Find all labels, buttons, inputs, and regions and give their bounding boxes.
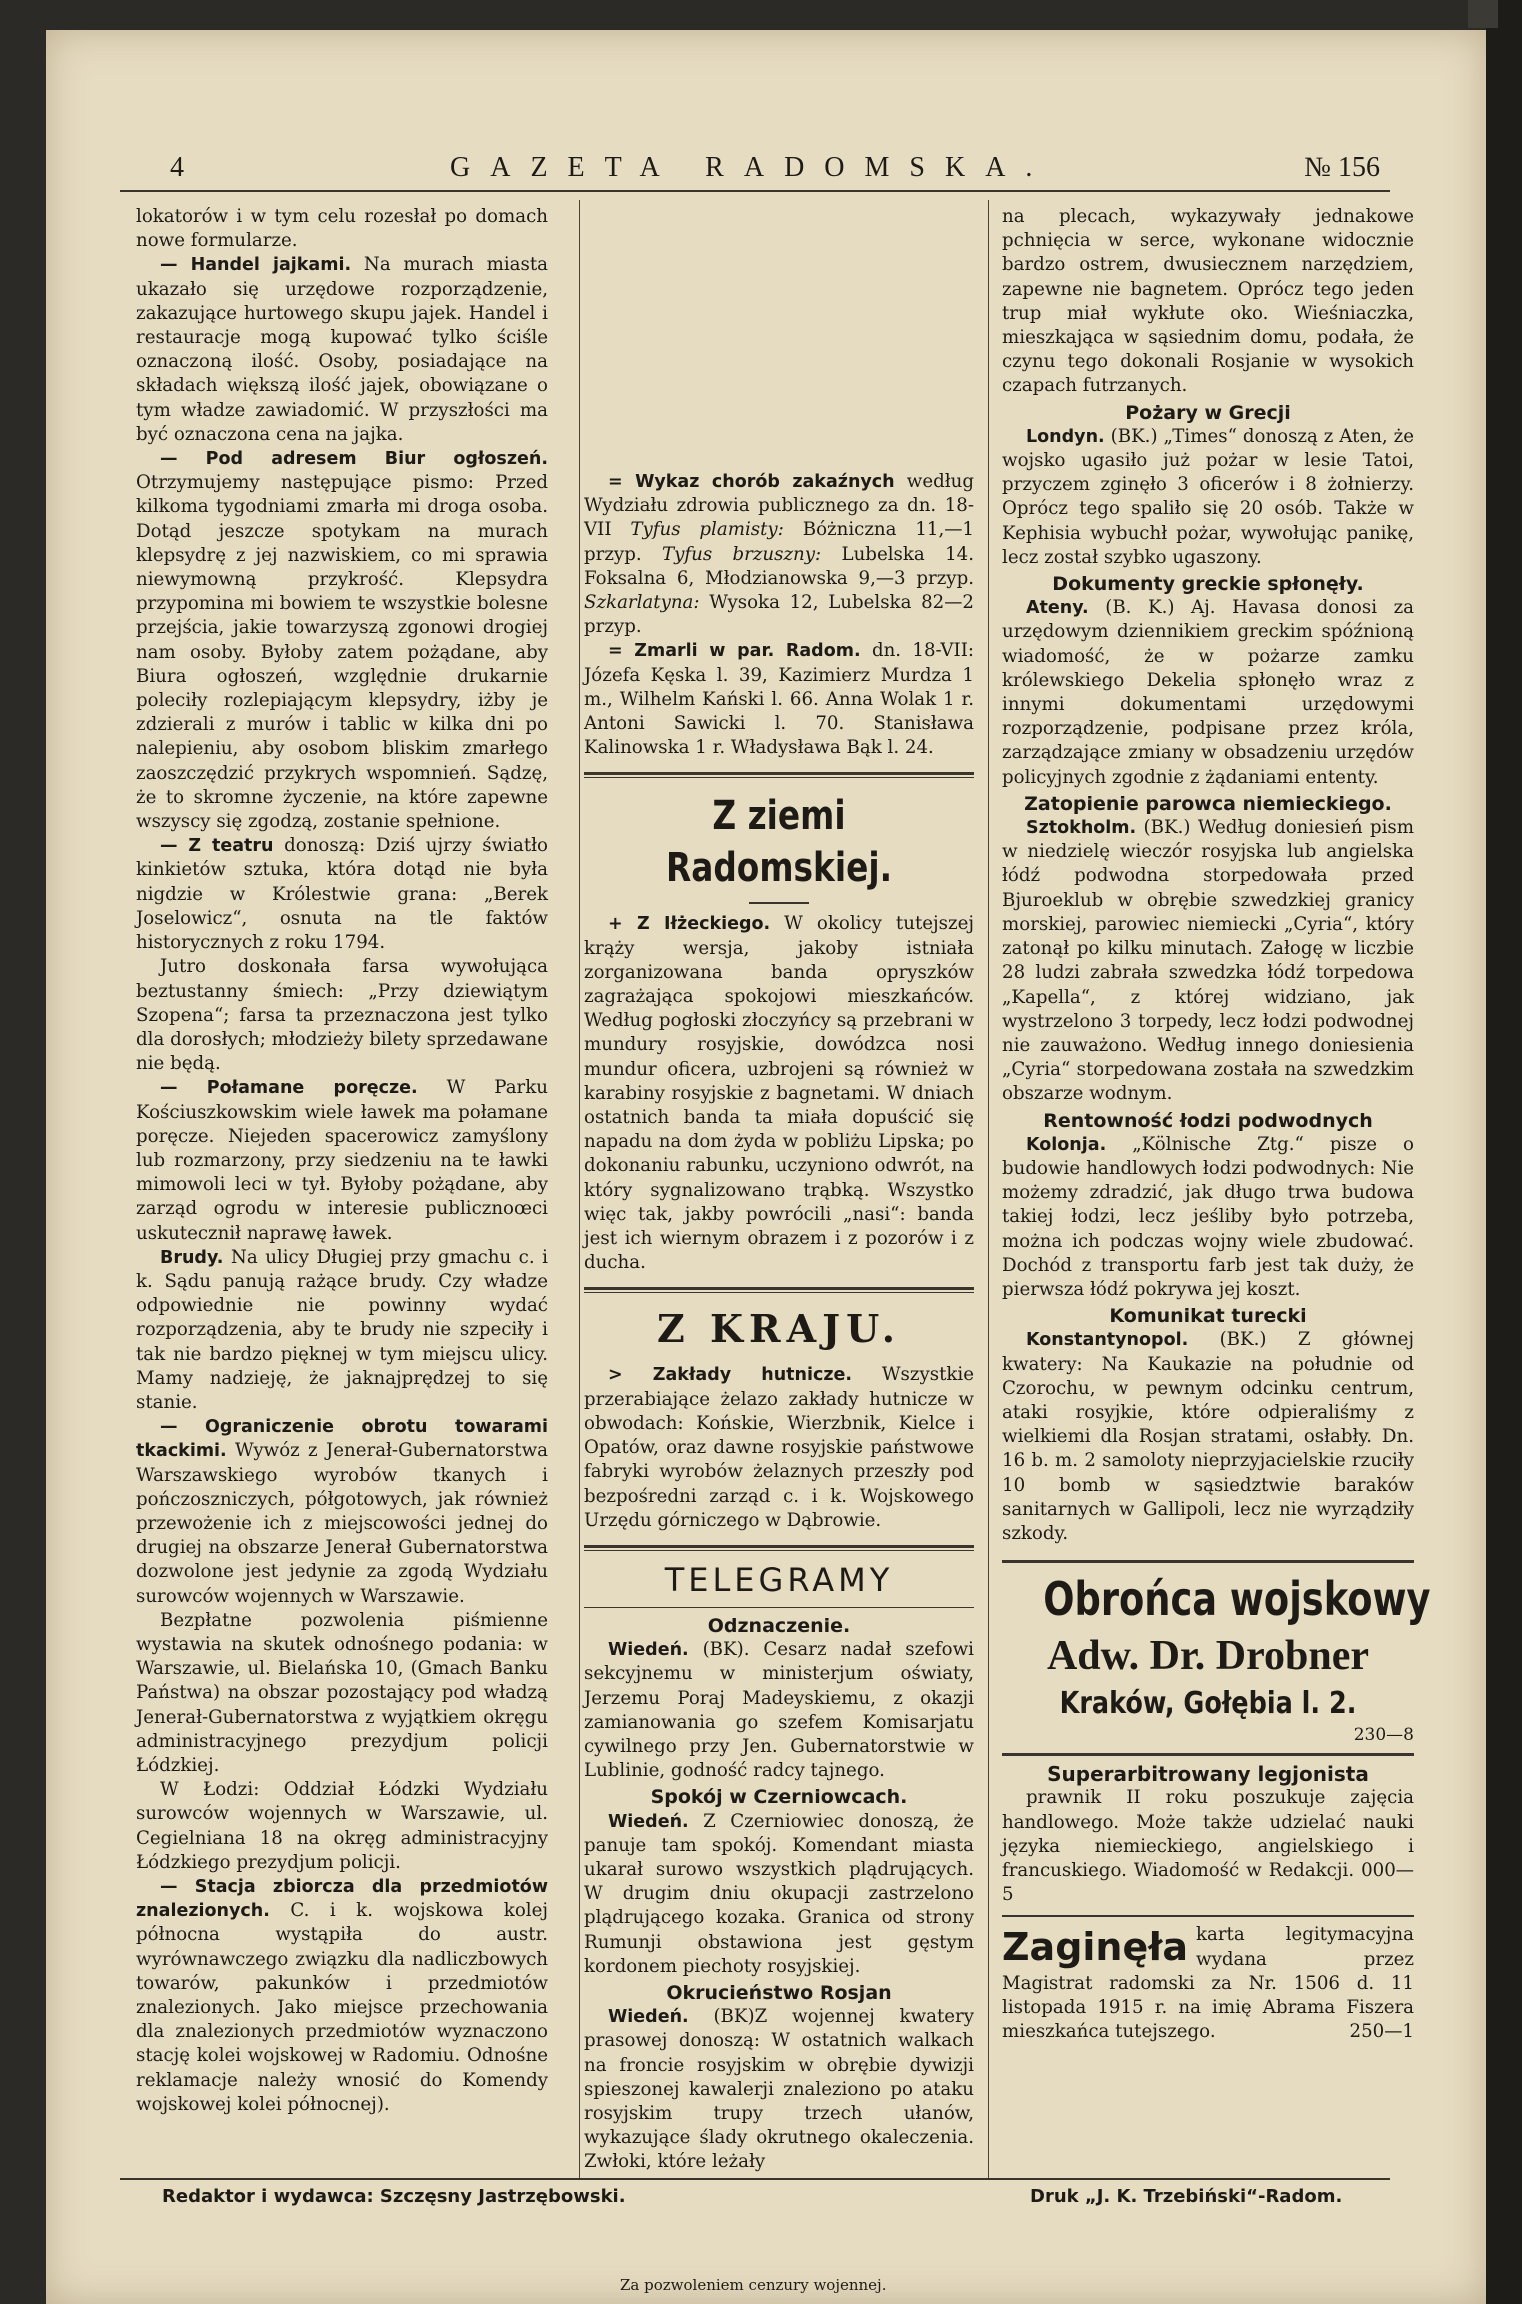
article-heading: Brudy. <box>160 1247 224 1268</box>
telegram-body: (BK)Z wojennej kwatery prasowej donoszą: W ostatnich walkach na froncie rosyjskim w obrębie dywizji spieszonej kawalerji znaleziono po ataku rosyjskim trupy trzech ułanów, wykazujące ślady okrutnego okaleczenia. Zwłoki, które leżały <box>584 2006 974 2173</box>
article-body: Otrzymujemy następujące pismo: Przed kilkoma tygodniami zmarła mi droga osoba. Dotąd jeszcze spotykam na murach klepsydrę z jej nazwiskiem, co mi sprawia niewymowną przykrość. Klepsydra przypomina mi bowiem te wszystkie bolesne przejścia, jakie towarzyszą zgonowi drogiej nam osoby. Byłoby zatem pożądane, aby Biura ogłoszeń, względnie drukarnie poleciły rozlepiającym klepsydry, iżby je zdzierali z murów i tablic w kilka dni po nalepieniu, aby osobom bliskim zmarłego zaoszczędzić przykrych wspomnień. Sądzę, że to skromne życzenie, na które zapewne wszyscy się zgodzą, zostanie spełnione. <box>136 472 548 833</box>
footer-printer: Druk „J. K. Trzebiński“-Radom. <box>1030 2186 1343 2207</box>
article-heading: — Handel jajkami. <box>160 255 352 276</box>
telegram-body: (BK.) Według doniesień pism w niedzielę wieczór rosyjska lub angielska łódź podwodna storpedowała przed Bjuroeklub w obrębie szwedzkiej granicy morskiej, parowiec niemiecki „Cyria“, który zatonął po kilku minutach. Załogę w liczbie 28 ludzi zabrała szwedzka łódź torpedowa „Kapella“, z której widziano, jak wystrzelono 3 torpedy, lecz łodzi podwodnej nie zauważono. Według innego doniesienia „Cyria“ storpedowana została na szwedzkim obszarze wodnym. <box>1002 817 1414 1105</box>
disease-label: Tyfus plamisty: <box>630 519 784 541</box>
telegram-title: Zatopienie parowca niemieckiego. <box>1024 792 1392 815</box>
scanner-tab <box>1468 0 1498 28</box>
telegram-title: Komunikat turecki <box>1109 1305 1307 1328</box>
article-paragraph: Jutro doskonała farsa wywołująca beztustanny śmiech: „Przy dziewiątym Szopena“; farsa ta przeznaczona jest tylko dla dorosłych; młodzieży bilety sprzedawane nie będą. <box>136 956 548 1075</box>
article-biura-ogloszen <box>136 447 548 834</box>
article-heading: = Zmarli w par. Radom. <box>608 641 861 662</box>
section-rule <box>584 1550 974 1551</box>
article-ograniczenie <box>136 1415 548 1609</box>
ad-rule <box>1002 1560 1414 1563</box>
telegram-city: Ateny. <box>1026 598 1089 619</box>
masthead <box>120 152 1400 192</box>
ad-body: karta legitymacyjna wydana przez Magistrat radomski za Nr. 1506 d. 11 listopada 1915 r. na imię Abrama Fiszera mieszkańca tutejszego. <box>1002 1924 1414 2043</box>
section-title: Z ziemi Radomskiej. <box>665 793 893 892</box>
column-1 <box>136 205 548 2117</box>
article-heading: + Z Iłżeckiego. <box>608 914 771 935</box>
telegram-pozary <box>1002 425 1414 570</box>
article-body: donoszą: Dziś ujrzy światło kinkietów sztuka, która dotąd nie była nigdzie w Królestwie grana: „Berek Joselowicz“, osnuta na tle faktów historycznych z roku 1794. <box>136 835 548 954</box>
short-rule <box>749 902 809 904</box>
section-rule <box>584 1607 974 1608</box>
section-rule <box>584 1545 974 1548</box>
ad-legjonista <box>1002 1762 1414 1907</box>
telegram-komunikat <box>1002 1328 1414 1546</box>
newspaper-title: GAZETA RADOMSKA. <box>450 152 1053 183</box>
article-choroby-zakazne <box>584 470 974 639</box>
issue-number: № 156 <box>1304 152 1380 183</box>
article-paragraph: Bezpłatne pozwolenia piśmienne wystawia na skutek odnośnego podania: w Warszawie, ul. Bielańska 10, (Gmach Banku Państwa) na obszar pozostający pod władzą Jenerał-Gubernatorstwa z wyjątkiem okręgu administracyjnego prezydjum policji Łódzkiej. <box>136 1609 548 1776</box>
ad-body: prawnik II roku poszukuje zajęcia handlowego. Może także udzielać nauki języka niemieckiego, angielskiego i francuskiego. Wiadomość w Redakcji. 000—5 <box>1002 1787 1414 1906</box>
telegram-okrucienstwo <box>584 2005 974 2174</box>
telegram-rentownosc <box>1002 1133 1414 1302</box>
telegram-title: Spokój w Czerniowcach. <box>650 1786 908 1809</box>
article-body: W Parku Kościuszkowskim wiele ławek ma połamane poręcze. Niejeden spacerowicz zamyślony lub rozmarzony, przy siedzeniu na te ławki mimowoli leci w tył. Byłoby pożądane, aby zarząd ogrodu w interesie publicznoœci uskutecznił naprawę ławek. <box>136 1077 548 1244</box>
telegram-city: Londyn. <box>1026 426 1105 447</box>
article-body: Wywóz z Jenerał-Gubernatorstwa Warszawskiego wyrobów tkanych i pończoszniczych, półgotowych, jak również przewożenie ich z miejscowości jednej do drugiej na obszarze Jenerał Gubernatorstwa dozwolone jest jedynie za zgodą Wydziału surowców wojennych w Warszawie. <box>136 1440 548 1607</box>
footer-rule <box>120 2178 1390 2180</box>
article-paragraph: W Łodzi: Oddział Łódzki Wydziału surowców wojennych w Warszawie, ul. Cegielniana 18 na okręg administracyjny Łódzkiego prezydjum policji. <box>136 1779 548 1873</box>
ad-headline: Obrońca wojskowy <box>1043 1572 1431 1627</box>
telegram-city: Kolonja. <box>1026 1134 1107 1155</box>
article-body: Na murach miasta ukazało się urzędowe rozporządzenie, zakazujące hurtowego skupu jajek. Handel i restauracje mogą kupować tylko ściśle oznaczoną ilość. Osoby, posiadające na składach większą ilość jajek, obowiązane o tym władze zawiadomić. W przyszłości ma być oznaczona cena na jajka. <box>136 254 548 445</box>
telegram-body: (BK.) Z głównej kwatery: Na Kaukazie na południe od Czorochu, w pewnym odcinku centrum, ataki rosyjkie, które odpieraliśmy z wielkiemi dla Rosjan stratami, osłabły. Dn. 16 b. m. 2 samoloty nieprzyjacielskie rzuciły 10 bomb w sąsiedztwie baraków sanitarnych w Gallipoli, lecz nie wyrządziły szkody. <box>1002 1329 1414 1544</box>
telegram-title: Dokumenty greckie spłonęły. <box>1052 573 1364 596</box>
article-heading: — Z teatru <box>160 836 274 857</box>
section-rule <box>584 777 974 778</box>
column-divider-1 <box>579 200 580 2180</box>
article-body: C. i k. wojskowa kolej północna wystąpiła do austr. wyrównawczego związku dla nadliczbowych towarów, pakunków i przedmiotów znalezionych. Jako miejsce przechowania dla znalezionych przedmiotów wyznaczono stację kolei wojskowej w Radomiu. Odnośne reklamacje należy wnosić do Komendy wojskowej kolei północnej). <box>136 1900 548 2115</box>
ad-rule <box>1002 1753 1414 1756</box>
article-zmarli <box>584 639 974 760</box>
telegram-city: Sztokholm. <box>1026 818 1137 839</box>
section-rule <box>584 1292 974 1293</box>
ad-title: Superarbitrowany legjonista <box>1047 1762 1369 1787</box>
ad-rule <box>1002 1915 1414 1917</box>
telegram-zatopienie <box>1002 816 1414 1106</box>
article-continuation: na plecach, wykazywały jednakowe pchnięcia w serce, wykonane widocznie bardzo ostrem, dwusiecznem narzędziem, zapewne nie bagnetem. Oprócz tego jeden trup miał wykłute oko. Wieśniaczka, mieszkająca w sąsiednim domu, podała, że czynu tego dokonali Rosjanie w wysokich czapach futrzanych. <box>1002 206 1414 397</box>
ad-address: Kraków, Gołębia l. 2. <box>1059 1686 1357 1722</box>
article-heading: = Wykaz chorób zakaźnych <box>608 472 895 492</box>
telegram-body: (BK). Cesarz nadał szefowi sekcyjnemu w ministerjum oświaty, Jerzemu Poraj Madeyskiemu, z okazji zamianowania go szefem Komisarjatu cywilnego przy Jen. Gubernatorstwie w Lublinie, godność radcy tajnego. <box>584 1639 974 1782</box>
article-body: Wysoka 12, Lubelska 82—2 przyp. <box>584 592 974 638</box>
ad-word: Zaginęła <box>1002 1925 1188 1970</box>
ad-zaginela <box>1002 1923 1414 2044</box>
telegram-title: Pożary w Grecji <box>1125 401 1291 424</box>
section-title: Z KRAJU. <box>657 1306 901 1352</box>
article-stacja-zbiorcza <box>136 1875 548 2117</box>
disease-label: Szkarlatyna: <box>584 592 700 614</box>
telegram-city: Wiedeń. <box>608 1811 689 1832</box>
telegram-odznaczenie <box>584 1638 974 1783</box>
telegram-city: Wiedeń. <box>608 2007 689 2028</box>
section-rule <box>584 772 974 775</box>
article-body: dn. 18-VII: Józefa Kęska l. 39, Kazimierz Murdza 1 m., Wilhelm Kański l. 66. Anna Wolak 1 r. Antoni Sawicki l. 70. Stanisława Kalinowska 1 r. Władysława Bąk l. 24. <box>584 640 975 759</box>
article-heading: — Pod adresem Biur ogłoszeń. <box>160 449 548 470</box>
ad-obronca <box>1002 1569 1431 1746</box>
article-body: Na ulicy Długiej przy gmachu c. i k. Sądu panują rażące brudy. Czy władze odpowiednie nie powinny wydać rozporządzenia, aby te brudy nie szpeciły i tak nie bardzo pięknej w tym miejscu ulicy. Mamy nadzieję, że jaknajprędzej to się stanie. <box>136 1246 548 1413</box>
article-heading: — Ograniczenie obrotu towarami tkackimi. <box>136 1417 548 1462</box>
telegram-title: Rentowność łodzi podwodnych <box>1043 1109 1373 1132</box>
article-continuation: lokatorów i w tym celu rozesłał po domach nowe formularze. <box>136 206 548 252</box>
article-ilzeckie <box>584 912 974 1275</box>
article-poreczne <box>136 1076 548 1245</box>
telegram-title: Okrucieństwo Rosjan <box>666 1981 892 2004</box>
article-body: Lubelska 14. Foksalna 6, Młodzianowska 9,—3 przyp. <box>584 543 974 589</box>
article-body: Wszystkie przerabiające żelazo zakłady hutnicze w obwodach: Końskie, Wierzbnik, Kielce i Opatów, oraz dawne rosyjskie państwowe fabryki wyrobów żelaznych przeszły pod bezpośredni zarząd c. i k. Wojskowego Urzędu górniczego w Dąbrowie. <box>584 1364 974 1531</box>
article-body: Bóżniczna 11,—1 przyp. <box>584 519 974 565</box>
article-body: według Wydziału zdrowia publicznego za dn. 18-VII <box>584 471 974 541</box>
article-teatr <box>136 834 548 955</box>
telegram-body: (B. K.) Aj. Havasa donosi za urzędowym dziennikiem greckim spóźnioną wiadomość, że w pożarze zamku królewskiego Dekelia spłonęło wraz z innymi dokumentami urzędowymi rozporządzenie, podpisane przez króla, zarządzające zmiany w obsadzeniu urzędów policyjnych zgodnie z żądaniami ententy. <box>1002 597 1414 788</box>
footer-editor: Redaktor i wydawca: Szczęsny Jastrzębowski. <box>162 2186 626 2207</box>
telegram-city: Konstantynopol. <box>1026 1330 1189 1351</box>
column-3 <box>1002 205 1431 2045</box>
telegram-city: Wiedeń. <box>608 1640 689 1661</box>
article-zaklady-hutnicze <box>584 1363 974 1532</box>
telegram-title: Odznaczenie. <box>707 1614 851 1637</box>
article-brudy <box>136 1246 548 1415</box>
article-body: W okolicy tutejszej krąży wersja, jakoby istniała zorganizowana banda opryszków zagrażająca spokojowi mieszkańców. Według pogłoski złoczyńcy są przebrani w mundury rosyjskie, dowódzca nosi mundur oficera, uzbrojeni są również w karabiny rosyjskie z bagnetami. W dniach ostatnich banda ta miała dopuścić się napadu na dom żyda w pobliżu Lipska; po dokonaniu rabunku, uczyniono odwrót, na który sygnalizowano trąbką. Wszystko więc tak, jakby powrócili „nasi“: banda jest ich wiernym obrazem i z pozorów i z ducha. <box>584 913 974 1274</box>
telegram-czerniowce <box>584 1810 974 1979</box>
article-heading: — Połamane poręcze. <box>160 1078 418 1099</box>
ad-code: 250—1 <box>1349 2021 1414 2043</box>
ad-code: 230—8 <box>1353 1725 1414 1746</box>
telegram-dokumenty <box>1002 596 1414 790</box>
column-divider-2 <box>988 200 989 2180</box>
telegram-body: „Kölnische Ztg.“ pisze o budowie handlowych łodzi podwodnych: Nie możemy zdradzić, jak długo trwa budowa takiej łodzi, lecz jeśliby było potrzeba, można ich podczas wojny wiele zbudować. Dochód z transportu farb jest tak duży, że pierwsza łódź pokrywa jej koszt. <box>1002 1133 1414 1300</box>
header-rule <box>120 190 1390 192</box>
telegram-body: (BK.) „Times“ donoszą z Aten, że wojsko ugasiło już pożar w lesie Tatoi, przyczem zginęło 3 oficerów i 8 żołnierzy. Oprócz tego spaliło się 20 osób. Także w Kephisia wybuchł pożar, wywołując panikę, lecz został szybko ugaszony. <box>1002 425 1414 568</box>
article-heading: — Stacja zbiorcza dla przedmiotów znalezionych. <box>136 1877 548 1922</box>
ad-name: Adw. Dr. Drobner <box>1046 1633 1370 1680</box>
column-2 <box>584 470 974 2175</box>
section-rule <box>584 1287 974 1290</box>
section-title: TELEGRAMY <box>664 1560 894 1599</box>
footer-censorship: Za pozwoleniem cenzury wojennej. <box>620 2276 887 2294</box>
article-handel-jajkami <box>136 253 548 447</box>
disease-label: Tyfus brzuszny: <box>661 543 822 565</box>
telegram-body: Z Czerniowiec donoszą, że panuje tam spokój. Komendant miasta ukarał surowo wszystkich plądrujących. W drugim dniu okupacji zastrzelono plądrującego kozaka. Granica od strony Rumunji obstawiona jest gęstym kordonem piechoty rosyjskiej. <box>584 1810 974 1977</box>
page-number: 4 <box>170 152 184 183</box>
article-heading: > Zakłady hutnicze. <box>608 1365 853 1386</box>
scanner-edge <box>1486 0 1522 2304</box>
